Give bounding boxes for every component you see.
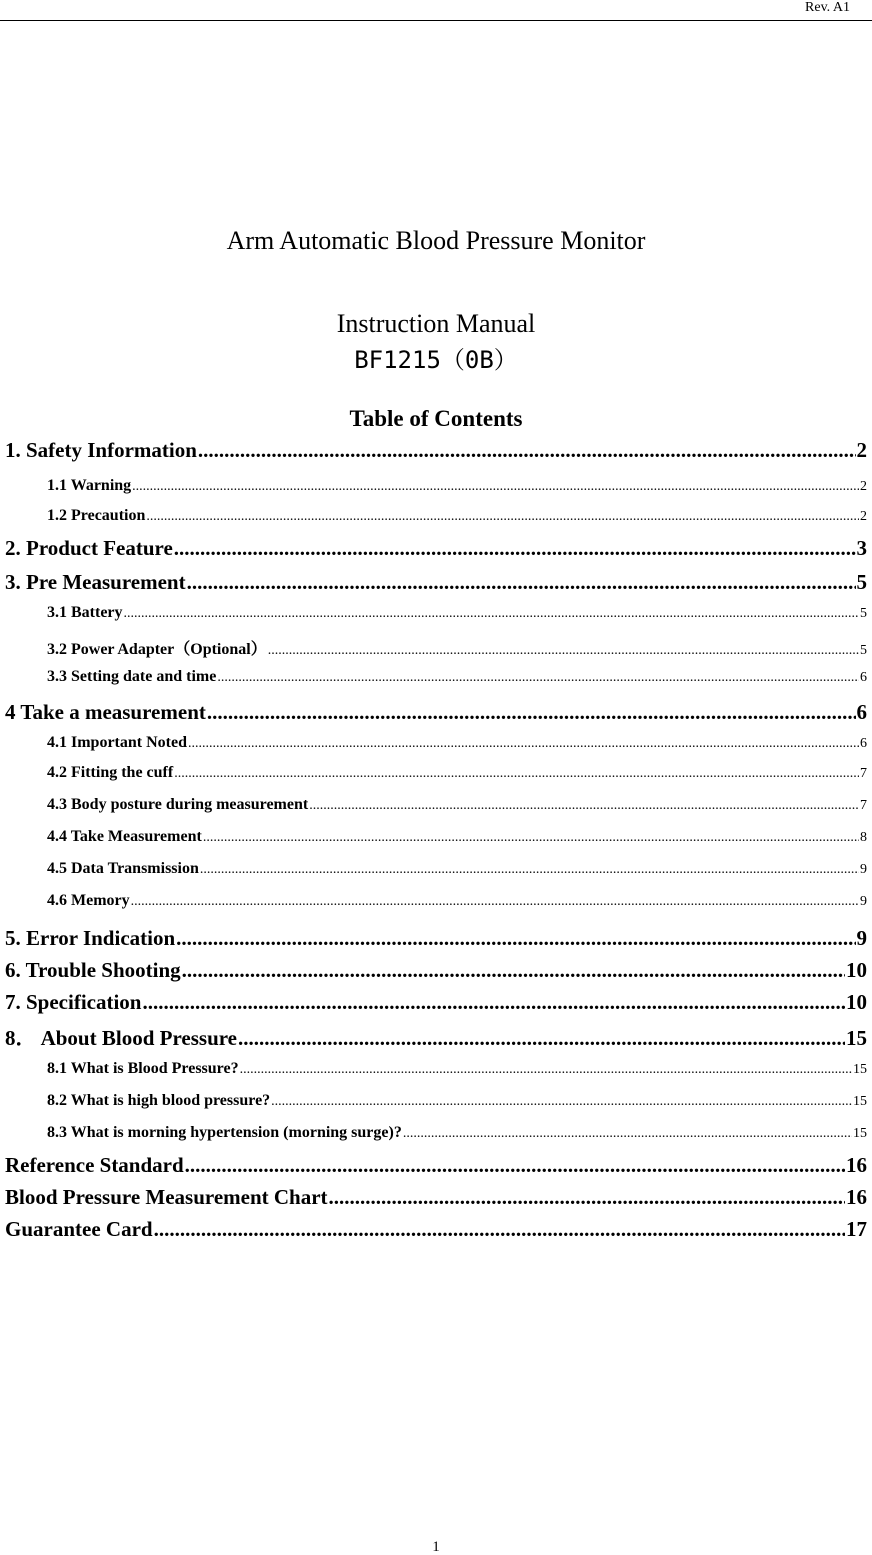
toc-entry-page: 15 (853, 1062, 867, 1077)
toc-dot-leader (240, 1062, 852, 1078)
toc-dot-leader (198, 438, 856, 463)
document-title: Arm Automatic Blood Pressure Monitor (226, 226, 646, 255)
page-number: 1 (432, 1539, 440, 1555)
toc-subsection-entry[interactable] (47, 796, 867, 814)
toc-heading: Table of Contents (349, 406, 523, 431)
toc-subsection-entry[interactable] (47, 1124, 867, 1142)
toc-dot-leader (203, 830, 859, 846)
toc-dot-leader (329, 1185, 845, 1210)
toc-entry-label: 4.5 Data Transmission (47, 860, 199, 877)
toc-entry-page: 10 (846, 958, 867, 982)
toc-entry-label: 1.2 Precaution (47, 507, 146, 524)
toc-entry-page: 8 (860, 830, 867, 845)
toc-entry-label: Reference Standard (5, 1153, 184, 1177)
toc-dot-leader (271, 1094, 852, 1110)
toc-dot-leader (124, 606, 859, 622)
toc-entry-label: 8.2 What is high blood pressure? (47, 1092, 271, 1109)
toc-subsection-entry[interactable] (47, 892, 867, 910)
toc-entry-label: 1.1 Warning (47, 477, 132, 494)
toc-entry-label: Blood Pressure Measurement Chart (5, 1185, 328, 1209)
toc-entry-page: 5 (860, 606, 867, 621)
toc-subsection-entry[interactable] (47, 828, 867, 846)
toc-dot-leader (403, 1126, 852, 1142)
model-number: BF1215（0B） (354, 346, 518, 374)
toc-entry-label: 4.2 Fitting the cuff (47, 764, 174, 781)
toc-entry-page: 6 (860, 736, 867, 751)
toc-dot-leader (188, 736, 859, 752)
toc-dot-leader (174, 536, 856, 561)
toc-entry-label: 2. Product Feature (5, 536, 173, 560)
toc-dot-leader (217, 670, 859, 686)
toc-section-entry[interactable] (5, 926, 867, 951)
toc-subsection-entry[interactable] (47, 734, 867, 752)
toc-entry-label: 8． About Blood Pressure (5, 1026, 238, 1050)
toc-entry-label: 3. Pre Measurement (5, 570, 186, 594)
toc-entry-page: 17 (846, 1217, 867, 1241)
toc-dot-leader (309, 798, 859, 814)
toc-entry-label: Guarantee Card (5, 1217, 153, 1241)
toc-entry-label: 4.6 Memory (47, 892, 130, 909)
toc-entry-label: 4 Take a measurement (5, 700, 206, 724)
toc-entry-label: 4.1 Important Noted (47, 734, 187, 751)
toc-dot-leader (187, 570, 856, 595)
toc-entry-page: 2 (860, 509, 867, 524)
toc-entry-page: 9 (860, 862, 867, 877)
toc-dot-leader (131, 894, 859, 910)
revision-label: Rev. A1 (805, 0, 850, 15)
toc-entry-page: 16 (846, 1185, 867, 1209)
toc-dot-leader (182, 958, 845, 983)
toc-dot-leader (200, 862, 859, 878)
toc-entry-page: 9 (860, 894, 867, 909)
toc-dot-leader (207, 700, 856, 725)
toc-entry-label: 4.3 Body posture during measurement (47, 796, 309, 813)
toc-subsection-entry[interactable] (47, 507, 867, 525)
toc-entry-label: 8.1 What is Blood Pressure? (47, 1060, 239, 1077)
header-rule (0, 20, 872, 21)
toc-subsection-entry[interactable] (47, 1060, 867, 1078)
toc-entry-label: 4.4 Take Measurement (47, 828, 202, 845)
toc-entry-page: 15 (853, 1094, 867, 1109)
toc-dot-leader (238, 1026, 845, 1051)
toc-entry-page: 2 (860, 479, 867, 494)
toc-subsection-entry[interactable] (47, 1092, 867, 1110)
toc-section-entry[interactable] (5, 1022, 867, 1052)
toc-entry-page: 7 (860, 766, 867, 781)
toc-subsection-entry[interactable] (47, 668, 867, 686)
toc-subsection-entry[interactable] (47, 604, 867, 622)
toc-entry-label: 7. Specification (5, 990, 142, 1014)
toc-entry-page: 6 (860, 670, 867, 685)
toc-subsection-entry[interactable] (47, 764, 867, 782)
toc-entry-page: 7 (860, 798, 867, 813)
toc-entry-page: 5 (856, 570, 867, 594)
toc-dot-leader (268, 643, 859, 659)
toc-dot-leader (185, 1153, 845, 1178)
toc-entry-page: 6 (856, 700, 867, 724)
toc-entry-label: 5. Error Indication (5, 926, 176, 950)
toc-section-entry[interactable] (5, 1153, 867, 1178)
toc-entry-page: 3 (856, 536, 867, 560)
toc-subsection-entry[interactable] (47, 477, 867, 495)
toc-dot-leader (132, 479, 859, 495)
toc-entry-label: 3.1 Battery (47, 604, 123, 621)
toc-section-entry[interactable] (5, 438, 867, 463)
toc-section-entry[interactable] (5, 990, 867, 1015)
toc-section-entry[interactable] (5, 958, 867, 983)
toc-section-entry[interactable] (5, 1185, 867, 1210)
toc-dot-leader (154, 1217, 845, 1242)
toc-dot-leader (143, 990, 846, 1015)
toc-entry-label: 3.2 Power Adapter（Optional） (47, 641, 267, 658)
toc-entry-page: 16 (846, 1153, 867, 1177)
toc-entry-label: 3.3 Setting date and time (47, 668, 217, 685)
toc-entry-page: 2 (856, 438, 867, 462)
toc-subsection-entry[interactable] (47, 860, 867, 878)
toc-entry-page: 9 (856, 926, 867, 950)
toc-entry-page: 15 (846, 1026, 867, 1050)
toc-entry-label: 1. Safety Information (5, 438, 197, 462)
toc-entry-label: 6. Trouble Shooting (5, 958, 181, 982)
toc-subsection-entry[interactable] (47, 636, 867, 659)
toc-entry-page: 15 (853, 1126, 867, 1141)
toc-entry-page: 10 (846, 990, 867, 1014)
toc-entry-page: 5 (860, 643, 867, 658)
toc-section-entry[interactable] (5, 700, 867, 725)
toc-dot-leader (176, 926, 855, 951)
toc-section-entry[interactable] (5, 570, 867, 595)
toc-dot-leader (146, 509, 859, 525)
toc-entry-label: 8.3 What is morning hypertension (morning surge)? (47, 1124, 402, 1141)
document-subtitle: Instruction Manual (336, 309, 536, 338)
toc-dot-leader (174, 766, 859, 782)
toc-section-entry[interactable] (5, 536, 867, 561)
toc-section-entry[interactable] (5, 1217, 867, 1242)
